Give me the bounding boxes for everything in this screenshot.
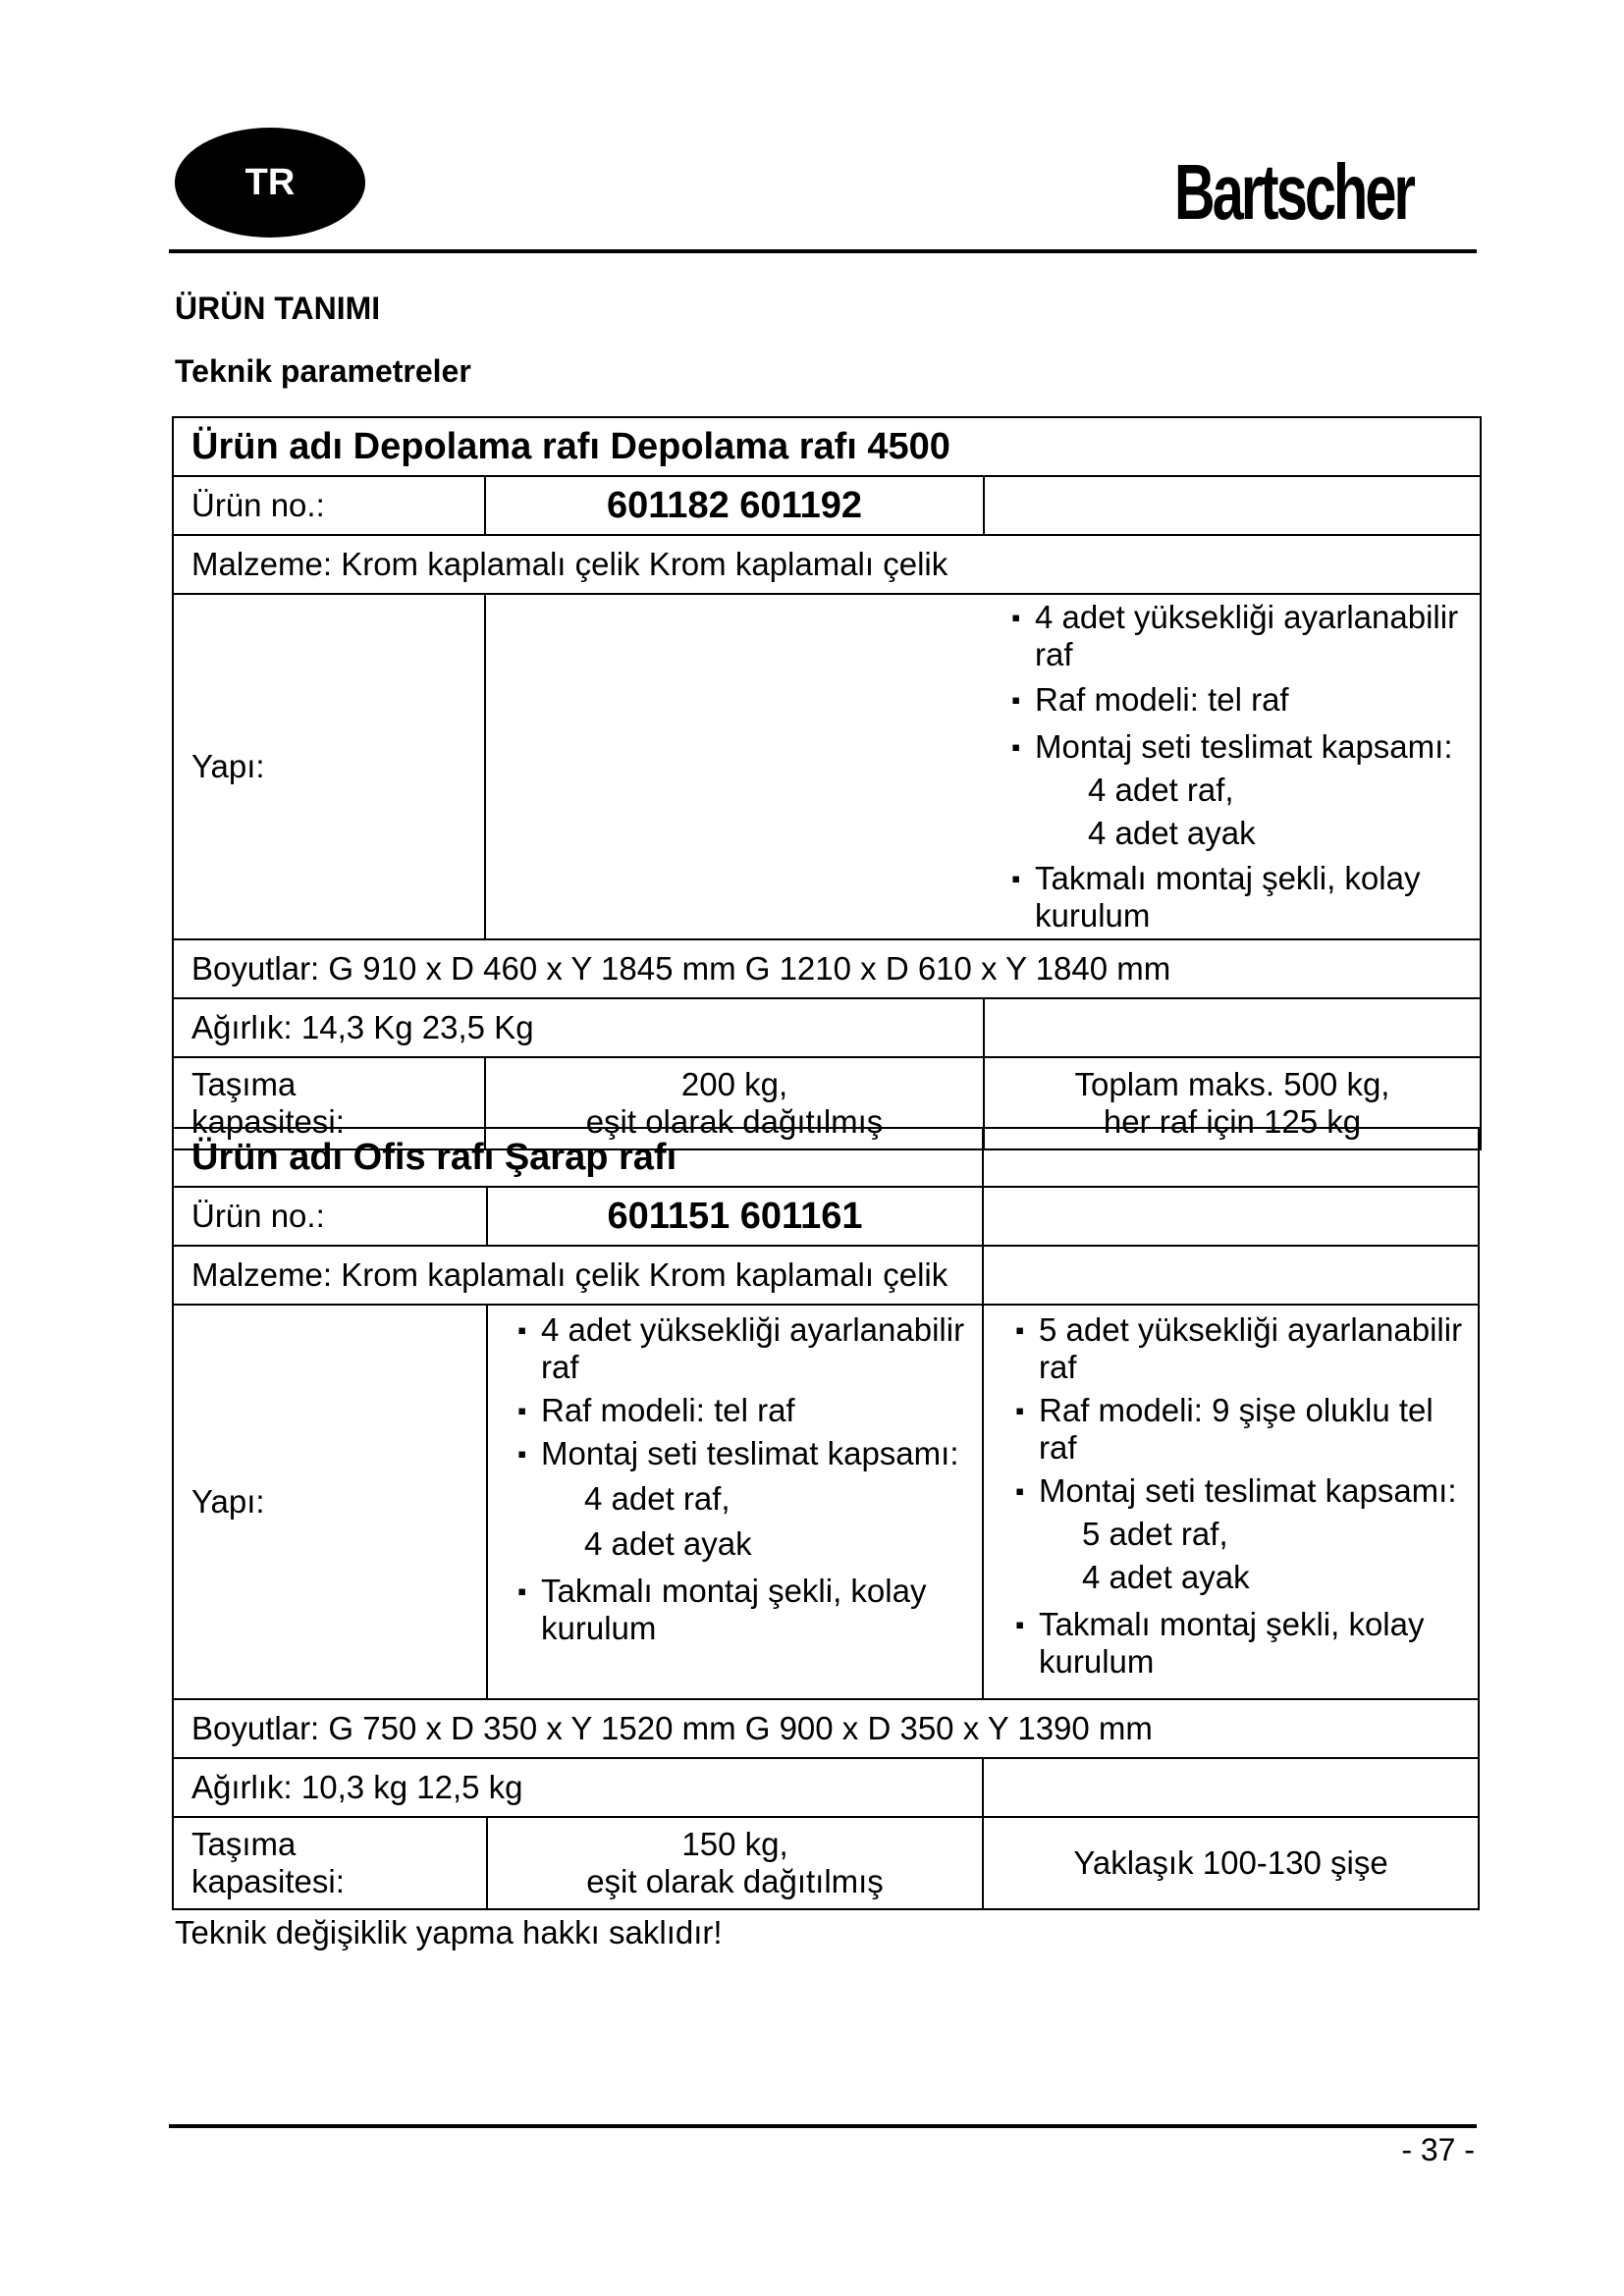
spec-table-1: [172, 416, 1482, 1150]
list-item: ▪ Montaj seti teslimat kapsamı:: [1015, 1472, 1478, 1510]
section-title: ÜRÜN TANIMI: [175, 291, 381, 326]
page-number: - 37 -: [1401, 2132, 1475, 2167]
capacity-label-line: Taşıma: [191, 1826, 297, 1862]
list-item: ▪ Raf modeli: tel raf: [517, 1392, 976, 1429]
capacity-a-line: eşit olarak dağıtılmış: [586, 1863, 884, 1899]
product-no-row: [173, 1187, 1479, 1246]
dimensions-row: [173, 939, 1481, 998]
material: Malzeme: Krom kaplamalı çelik Krom kaplamalı çelik: [173, 1246, 983, 1305]
structure-label: Yapı:: [173, 1305, 487, 1699]
capacity-row: [173, 1817, 1479, 1909]
empty-cell: [983, 1758, 1479, 1817]
structure-b-cell: [983, 1305, 1479, 1699]
structure-b-list: [1015, 1311, 1478, 1681]
list-item: ▪ Montaj seti teslimat kapsamı:: [517, 1435, 976, 1472]
footer-rule: [169, 2124, 1477, 2128]
list-item: ▪ 4 adet yüksekliği ayarlanabilir raf: [1011, 599, 1462, 673]
footnote: Teknik değişiklik yapma hakkı saklıdır!: [175, 1914, 723, 1950]
weight-row: [173, 998, 1481, 1057]
structure-row: [173, 1305, 1479, 1699]
empty-cell: [983, 1128, 1479, 1187]
capacity-a-line: eşit olarak dağıtılmış: [585, 1103, 884, 1140]
list-item: ▪ 4 adet yüksekliği ayarlanabilir raf: [517, 1311, 976, 1386]
empty-cell: [983, 1246, 1479, 1305]
capacity-label-line: Taşıma: [191, 1066, 297, 1102]
list-item: 4 adet raf,: [584, 1480, 731, 1517]
capacity-label-line: kapasitesi:: [191, 1103, 345, 1140]
capacity-b-line: her raf için 125 kg: [1103, 1103, 1362, 1140]
list-item: ▪ Raf modeli: 9 şişe oluklu tel raf: [1015, 1392, 1478, 1467]
language-badge-label: TR: [244, 161, 296, 203]
capacity-b-line: Toplam maks. 500 kg,: [1074, 1066, 1390, 1102]
weight-row: [173, 1758, 1479, 1817]
empty-cell: [983, 1187, 1479, 1246]
dimensions: Boyutlar: G 750 x D 350 x Y 1520 mm G 900 x D 350 x Y 1390 mm: [173, 1699, 1479, 1758]
language-badge: [175, 128, 365, 238]
product-no-label: Ürün no.:: [173, 1187, 487, 1246]
empty-cell: [984, 476, 1481, 535]
structure-label: Yapı:: [173, 594, 485, 939]
list-item: 4 adet raf,: [1088, 772, 1234, 808]
product-no-value: 601151 601161: [487, 1187, 983, 1246]
capacity-a-line: 150 kg,: [681, 1826, 788, 1862]
empty-cell: [984, 998, 1481, 1057]
capacity-a: [487, 1817, 983, 1909]
capacity-a-line: 200 kg,: [680, 1066, 788, 1102]
list-item: ▪ Takmalı montaj şekli, kolay kurulum: [1015, 1606, 1478, 1681]
list-item: 4 adet ayak: [584, 1525, 752, 1562]
structure-cell: [485, 594, 1481, 939]
list-item: ▪ Montaj seti teslimat kapsamı:: [1011, 728, 1462, 766]
list-item: ▪ 5 adet yüksekliği ayarlanabilir raf: [1015, 1311, 1478, 1386]
list-item: ▪ Takmalı montaj şekli, kolay kurulum: [1011, 860, 1462, 934]
list-item: 4 adet ayak: [1088, 815, 1256, 851]
product-no-value: 601182 601192: [485, 476, 984, 535]
capacity-b: Yaklaşık 100-130 şişe: [983, 1817, 1479, 1909]
product-name-row: [173, 1128, 1479, 1187]
header-rule: [169, 249, 1477, 253]
list-item: ▪ Raf modeli: tel raf: [1011, 681, 1462, 719]
capacity-label-line: kapasitesi:: [191, 1863, 345, 1899]
structure-list: [1011, 599, 1462, 934]
product-no-label: Ürün no.:: [173, 476, 485, 535]
weight: Ağırlık: 10,3 kg 12,5 kg: [173, 1758, 983, 1817]
brand-logo: [1174, 143, 1506, 241]
brand-logo-text: Bartscher: [1174, 148, 1414, 236]
product-name: Ürün adı Depolama rafı Depolama rafı 4500: [173, 417, 1481, 476]
dimensions-row: [173, 1699, 1479, 1758]
structure-a-list: [517, 1311, 976, 1647]
dimensions: Boyutlar: G 910 x D 460 x Y 1845 mm G 1210 x D 610 x Y 1840 mm: [173, 939, 1481, 998]
weight: Ağırlık: 14,3 Kg 23,5 Kg: [173, 998, 984, 1057]
capacity-label: [173, 1817, 487, 1909]
subsection-title: Teknik parametreler: [175, 353, 471, 389]
product-name: Ürün adı Ofis rafı Şarap rafı: [173, 1128, 983, 1187]
structure-a-cell: [487, 1305, 983, 1699]
material-row: [173, 1246, 1479, 1305]
material-row: [173, 535, 1481, 594]
list-item: 4 adet ayak: [1082, 1559, 1250, 1595]
product-no-row: [173, 476, 1481, 535]
product-name-row: [173, 417, 1481, 476]
spec-table-2: [172, 1127, 1480, 1910]
list-item: 5 adet raf,: [1082, 1516, 1228, 1552]
structure-row: [173, 594, 1481, 939]
material: Malzeme: Krom kaplamalı çelik Krom kaplamalı çelik: [173, 535, 1481, 594]
list-item: ▪ Takmalı montaj şekli, kolay kurulum: [517, 1573, 976, 1647]
